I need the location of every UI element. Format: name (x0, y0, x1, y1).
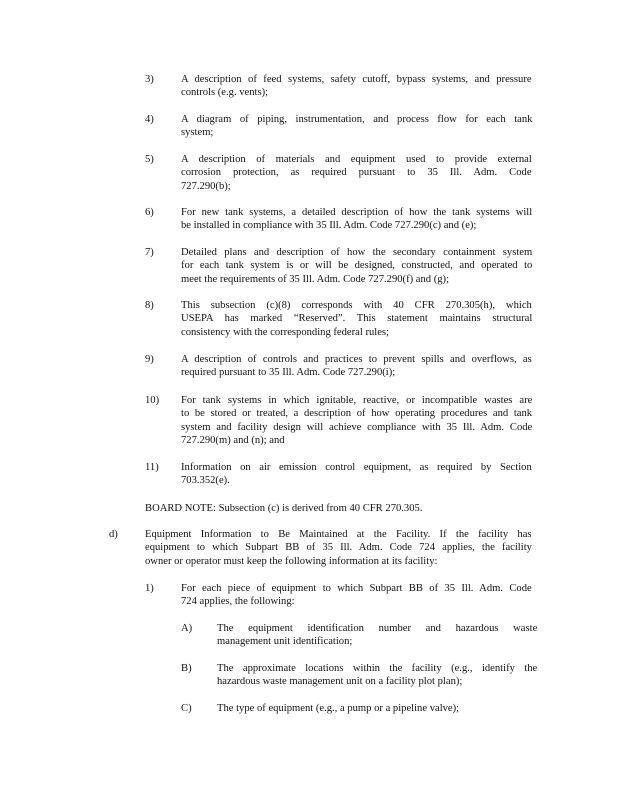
item-number: B) (181, 663, 192, 674)
item-line: equipment to which Subpart BB of 35 Ill. Adm. Code 724 applies, the facility (145, 542, 532, 554)
item-line: A description of materials and equipment used to provide external (181, 154, 532, 165)
item-line: hazardous waste management unit on a facility plot plan); (217, 676, 463, 688)
item-line: Detailed plans and description of how the secondary containment system (181, 247, 533, 258)
item-number: 5) (145, 154, 154, 165)
item-line: Information on air emission control equipment, as required by Section (181, 462, 532, 473)
item-text (217, 702, 537, 715)
item-number: 11) (145, 462, 159, 473)
item-number: A) (181, 623, 193, 634)
item-line: owner or operator must keep the following information at its facility: (145, 555, 438, 567)
item-line: For tank systems in which ignitable, reactive, or incompatible wastes are (181, 395, 533, 406)
item-text (181, 73, 532, 100)
item-line: controls (e.g. vents); (181, 87, 269, 99)
item-number: 1) (145, 583, 154, 594)
item-text (181, 353, 532, 380)
item-number: 10) (145, 395, 160, 406)
item-line: required pursuant to 35 Ill. Adm. Code 727.290(i); (181, 367, 396, 379)
item-line: This subsection (c)(8) corresponds with 40 CFR 270.305(h), which (181, 300, 532, 311)
item-text (181, 206, 532, 233)
item-line: For each piece of equipment to which Subpart BB of 35 Ill. Adm. Code (181, 583, 532, 594)
item-number: C) (181, 703, 192, 714)
item-number: 9) (145, 354, 154, 365)
item-line: be installed in compliance with 35 Ill. Adm. Code 727.290(c) and (e); (181, 220, 477, 232)
item-line: to be stored or treated, a description of how operating procedures and tank (181, 408, 533, 420)
item-line: A description of feed systems, safety cutoff, bypass systems, and pressure (181, 74, 532, 85)
item-line: A diagram of piping, instrumentation, and process flow for each tank (181, 114, 533, 125)
item-number: 8) (145, 300, 154, 311)
item-line: 727.290(b); (181, 180, 231, 192)
item-text (145, 528, 532, 568)
item-line: Equipment Information to Be Maintained at the Facility. If the facility has (145, 529, 532, 540)
item-text (181, 299, 532, 339)
item-line: USEPA has marked “Reserved”. This statement maintains structural (181, 313, 533, 325)
item-text (181, 394, 532, 448)
item-number: 7) (145, 247, 154, 258)
item-text (181, 246, 532, 286)
item-text (181, 461, 532, 488)
item-line: 727.290(m) and (n); and (181, 435, 285, 447)
item-line: meet the requirements of 35 Ill. Adm. Code 727.290(f) and (g); (181, 273, 450, 285)
item-line: for each tank system is or will be designed, constructed, and operated to (181, 260, 533, 272)
item-text (181, 113, 532, 140)
item-line: 703.352(e). (181, 475, 230, 487)
item-line: 724 applies, the following: (181, 596, 295, 608)
item-number: 4) (145, 114, 154, 125)
item-text (217, 622, 537, 649)
item-number: 3) (145, 74, 154, 85)
item-text (217, 662, 537, 689)
item-line: system and facility design will achieve compliance with 35 Ill. Adm. Code (181, 421, 533, 433)
item-line: For new tank systems, a detailed description of how the tank systems will (181, 207, 533, 218)
item-text (181, 153, 532, 193)
item-line: The approximate locations within the facility (e.g., identify the (217, 663, 538, 674)
item-line: corrosion protection, as required pursuant to 35 Ill. Adm. Code (181, 167, 532, 179)
item-number: 6) (145, 207, 154, 218)
item-line: A description of controls and practices to prevent spills and overflows, as (181, 354, 532, 365)
item-line: system; (181, 127, 214, 139)
item-text (181, 582, 532, 609)
board-note: BOARD NOTE: Subsection (c) is derived from 40 CFR 270.305. (145, 503, 423, 514)
item-line: The type of equipment (e.g., a pump or a pipeline valve); (217, 703, 460, 714)
item-line: consistency with the corresponding federal rules; (181, 326, 389, 338)
item-number: d) (109, 529, 118, 540)
item-line: management unit identification; (217, 636, 353, 648)
item-line: The equipment identification number and hazardous waste (217, 623, 538, 634)
